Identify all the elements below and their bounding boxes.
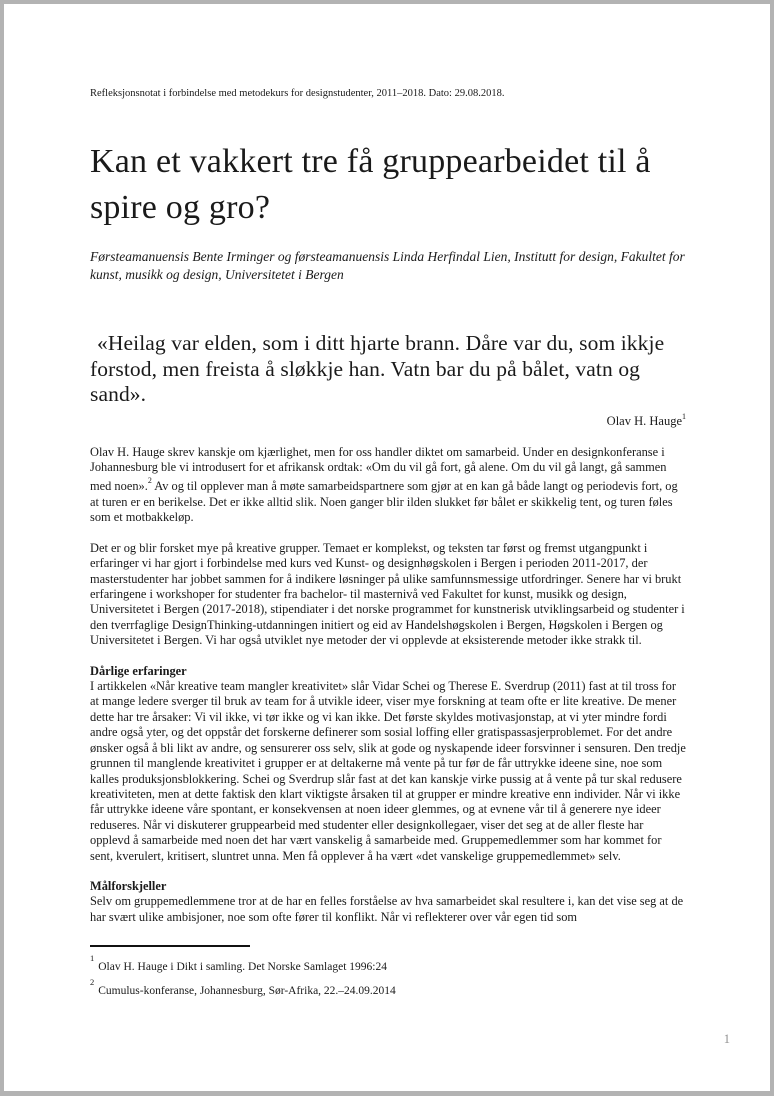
footnote-2-text: Cumulus-konferanse, Johannesburg, Sør-Afrika, 22.–24.09.2014 bbox=[98, 985, 396, 998]
footnote-ref-2: 2 bbox=[147, 476, 152, 486]
document-page bbox=[4, 4, 770, 1091]
paragraph-intro-text-b: Av og til opplever man å møte samarbeidspartnere som gjør at en kan gå både langt og periodevis fort, og at turen er en berikelse. Det er ikke alltid slik. Noen ganger blir ilden slukket før bålet er skikkelig tent, og turen føles som et motbakkeløp. bbox=[90, 479, 678, 525]
paragraph-intro bbox=[90, 445, 686, 526]
footnote-1 bbox=[90, 953, 686, 977]
footnote-2-marker: 2 bbox=[90, 977, 95, 988]
paragraph-goal-differences: Selv om gruppemedlemmene tror at de har en felles forståelse av hva samarbeidet skal resultere i, kan det vise seg at de har svært ulike ambisjoner, noe som ofte fører til konflikt. Når vi reflekterer over vår egen tid som bbox=[90, 894, 684, 924]
section-heading-bad-experiences: Dårlige erfaringer bbox=[90, 663, 187, 678]
quote-attribution bbox=[90, 410, 686, 429]
footnote-1-text: Olav H. Hauge i Dikt i samling. Det Norske Samlaget 1996:24 bbox=[98, 960, 387, 973]
section-heading-goal-differences: Målforskjeller bbox=[90, 878, 167, 893]
paragraph-bad-experiences: I artikkelen «Når kreative team mangler kreativitet» slår Vidar Schei og Therese E. Sverdrup (2011) fast at til tross for at mange ledere sverger til bruk av team for å utvikle ideer, viser mye forskning at team ofte er lite kreative. De mener dette har tre årsaker: Vi vil ikke, vi tør ikke og vi kan ikke. Det første skyldes motivasjonstap, at vi yter mindre fordi andre også yter, og det oppstår det forskerne definerer som sosial loffing eller gratispassasjerproblemet. For det andre ønsker også å bli likt av andre, og sensurerer oss selv, slik at gode og nyskapende ideer forsvinner i sensuren. Den tredje grunnen til manglende kreativitet i grupper er at deltakerne må vente på tur før de får uttrykke ideene sine, noe som kalles produksjonsblokkering. Schei og Sverdrup slår fast at det kan kanskje virke pussig at å vente på tur skal redusere kreativiteten, men at dette faktisk den klart viktigste årsaken til at grupper er mindre kreative enn individer. Når vi ikke får uttrykke ideene våre spontant, er konsekvensen at noen ideer glemmes, og at evnene vår til å generere nye ideer reduseres. Når vi diskuterer gruppearbeid med studenter eller designkollegaer, viser det seg at de aller fleste har opplevd å samarbeide med noen det har vært vanskelig å samarbeide med. Gruppemedlemmer som har kommet for sent, kverulert, kritisert, sluntret unna. Men få opplever å ha vært «det vanskelige gruppemedlemmet» selv. bbox=[90, 679, 686, 863]
paragraph-research-background: Det er og blir forsket mye på kreative grupper. Temaet er komplekst, og teksten tar først og fremst utgangpunkt i erfaringer vi har gjort i forbindelse med kurs ved Kunst- og designhøgskolen i Bergen i perioden 2011-2017, der masterstudenter har jobbet sammen for å indikere løsninger på ulike samfunnsmessige utfordringer. Senere har vi brukt erfaringene i workshoper for studenter fra bachelor- til masternivå ved Fakultet for kunst, musikk og design, Universitetet i Bergen (2017-2018), stipendiater i det norske programmet for kunstnerisk utviklingsarbeid og studenter i den tverrfaglige DesignThinking-utdanningen initiert og eid av Handelshøgskolen i Bergen, Høgskolen i Bergen og Universitetet i Bergen. Vi har også utviklet nye metoder der vi opplevde at eksisterende metoder ikke strakk til. bbox=[90, 540, 685, 648]
paragraph-intro-text-a: Olav H. Hauge skrev kanskje om kjærlighet, men for oss handler diktet om samarbeid. Under en designkonferanse i Johannesburg ble vi introdusert for et afrikansk ordtak: «Om du vil gå fort, gå alene. Om du vil gå langt, gå sammen med noen». bbox=[90, 444, 667, 494]
footnote-separator-rule bbox=[90, 945, 250, 947]
footnote-2 bbox=[90, 977, 686, 1001]
footnote-1-marker: 1 bbox=[90, 953, 95, 964]
document-title: Kan et vakkert tre få gruppearbeidet til å spire og gro? bbox=[90, 143, 651, 226]
page-number: 1 bbox=[723, 1032, 730, 1046]
footnote-ref-1: 1 bbox=[682, 411, 686, 421]
poem-quote: «Heilag var elden, som i ditt hjarte brann. Dåre var du, som ikkje forstod, men freista å sløkkje han. Vatn bar du på bålet, vatn og sand». bbox=[90, 331, 665, 406]
quote-attribution-name: Olav H. Hauge bbox=[606, 413, 682, 428]
document-header-note: Refleksjonsnotat i forbindelse med metodekurs for designstudenter, 2011–2018. Dato: 29.08.2018. bbox=[90, 88, 505, 99]
authors-line: Førsteamanuensis Bente Irminger og førsteamanuensis Linda Herfindal Lien, Institutt for design, Fakultet for kunst, musikk og design, Universitetet i Bergen bbox=[90, 249, 685, 282]
